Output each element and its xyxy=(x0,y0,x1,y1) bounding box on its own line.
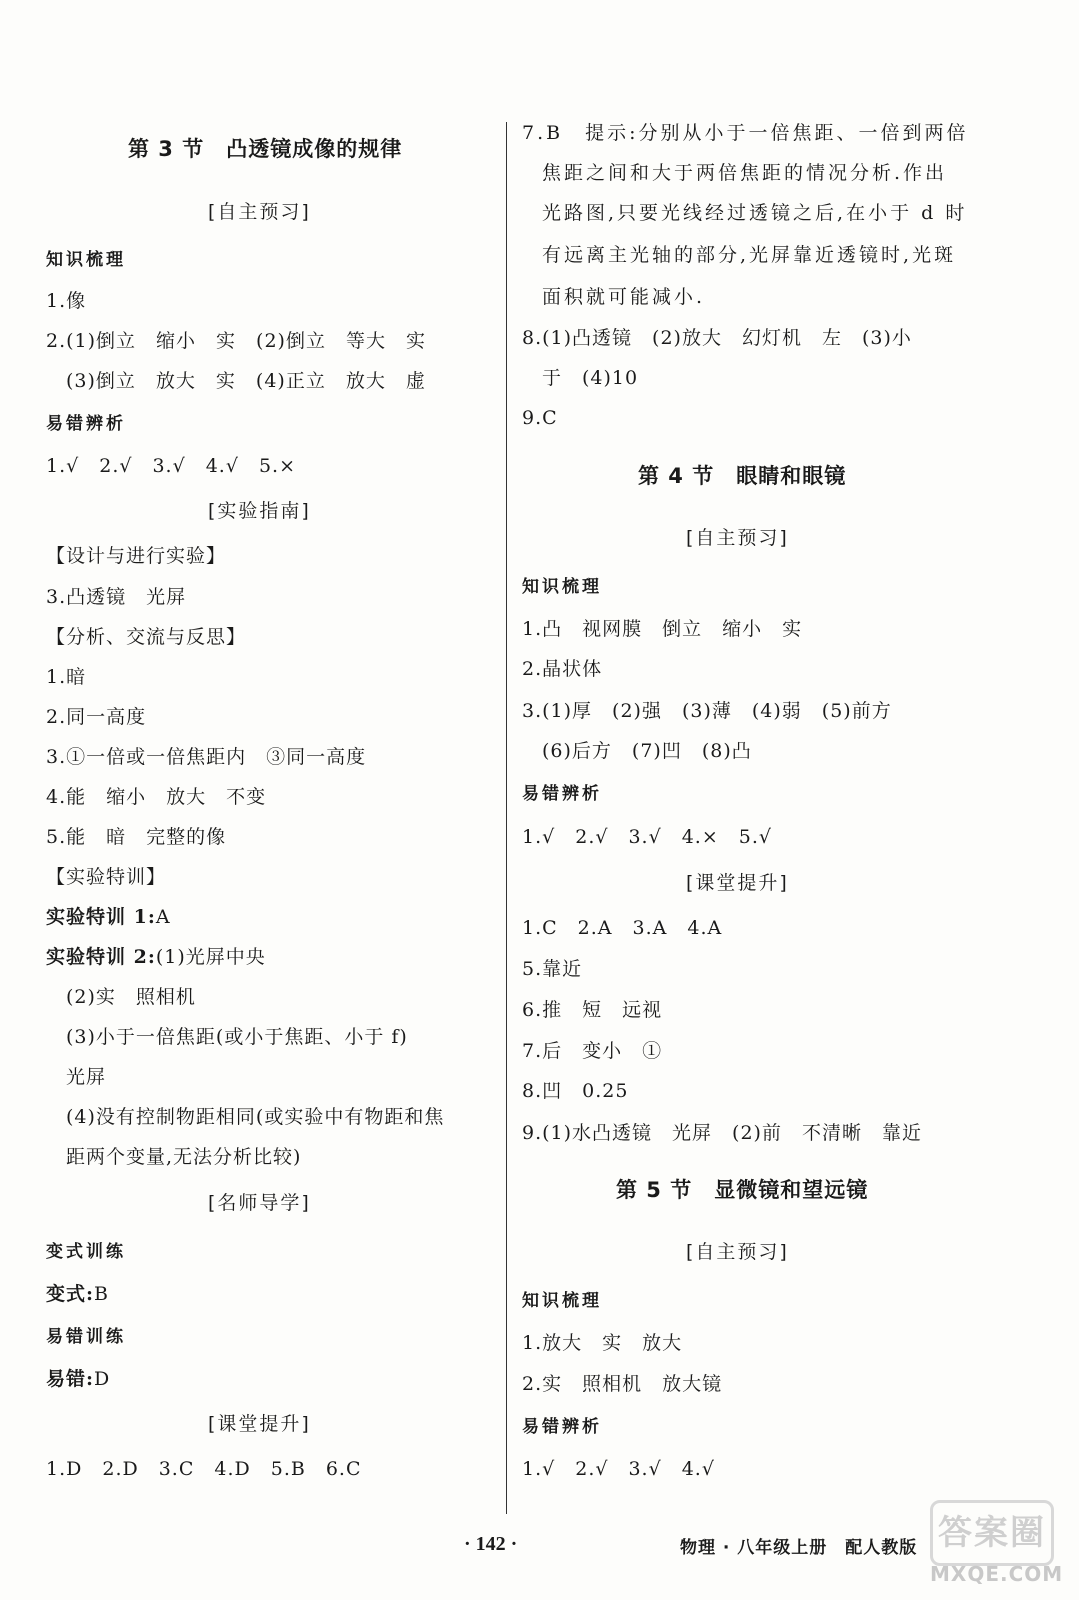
q8-line-2: 于 (4)10 xyxy=(542,367,639,389)
s4-knowledge-2: 2.晶状体 xyxy=(522,658,603,680)
page-number: · 142 · xyxy=(464,1533,518,1555)
s4-class-1: 1.C 2.A 3.A 4.A xyxy=(522,917,723,939)
q7-line-5: 面积就可能减小. xyxy=(542,286,706,308)
training-2 xyxy=(46,944,266,970)
error-training-key: 易错: xyxy=(46,1368,95,1390)
s4-class-7: 7.后 变小 ① xyxy=(522,1040,663,1062)
s4-class-heading: [课堂提升] xyxy=(686,872,789,894)
training-label: 【实验特训】 xyxy=(46,866,167,888)
column-divider xyxy=(506,122,507,1514)
class-improve-answers: 1.D 2.D 3.C 4.D 5.B 6.C xyxy=(46,1458,362,1480)
error-analysis-answers: 1.√ 2.√ 3.√ 4.√ 5.× xyxy=(46,455,296,477)
training-2-part-4-cont: 距两个变量,无法分析比较) xyxy=(66,1146,302,1168)
analysis-item-5: 5.能 暗 完整的像 xyxy=(46,826,227,848)
s5-preview-heading: [自主预习] xyxy=(686,1241,789,1263)
q7-line-4: 有远离主光轴的部分,光屏靠近透镜时,光斑 xyxy=(542,244,957,266)
design-label: 【设计与进行实验】 xyxy=(46,545,227,567)
q7-line-2: 焦距之间和大于两倍焦距的情况分析.作出 xyxy=(542,162,948,184)
training-1-value: A xyxy=(155,906,171,928)
class-improve-heading: [课堂提升] xyxy=(208,1413,311,1435)
preview-heading: [自主预习] xyxy=(208,201,311,223)
s4-knowledge-label: 知识梳理 xyxy=(522,577,602,597)
s4-class-8: 8.凹 0.25 xyxy=(522,1080,629,1102)
section-5-title: 第 5 节 显微镜和望远镜 xyxy=(616,1178,869,1202)
variant-answer xyxy=(46,1281,109,1307)
watermark-logo xyxy=(930,1500,1064,1588)
analysis-item-4: 4.能 缩小 放大 不变 xyxy=(46,786,267,808)
s4-knowledge-3-cont: (6)后方 (7)凹 (8)凸 xyxy=(542,740,752,762)
training-2-part-4: (4)没有控制物距相同(或实验中有物距和焦 xyxy=(66,1106,445,1128)
analysis-item-3: 3.①一倍或一倍焦距内 ③同一高度 xyxy=(46,746,367,768)
s4-class-6: 6.推 短 远视 xyxy=(522,999,663,1021)
training-1 xyxy=(46,904,171,930)
error-training-answer xyxy=(46,1366,110,1392)
training-2-part-2: (2)实 照相机 xyxy=(66,986,196,1008)
s5-knowledge-2: 2.实 照相机 放大镜 xyxy=(522,1373,723,1395)
knowledge-item-2-cont: (3)倒立 放大 实 (4)正立 放大 虚 xyxy=(66,370,426,392)
training-1-label: 实验特训 1: xyxy=(46,906,156,928)
s5-error-label: 易错辨析 xyxy=(522,1417,602,1437)
s5-knowledge-label: 知识梳理 xyxy=(522,1291,602,1311)
training-2-part-3: (3)小于一倍焦距(或小于焦距、小于 f) xyxy=(66,1026,408,1048)
knowledge-item-2: 2.(1)倒立 缩小 实 (2)倒立 等大 实 xyxy=(46,330,426,352)
book-info: 物理 · 八年级上册 配人教版 xyxy=(680,1538,918,1558)
q9-answer: 9.C xyxy=(522,407,558,429)
q7-line-1: 7.B 提示:分别从小于一倍焦距、一倍到两倍 xyxy=(522,122,969,144)
s4-knowledge-3: 3.(1)厚 (2)强 (3)薄 (4)弱 (5)前方 xyxy=(522,700,892,722)
training-2-label: 实验特训 2: xyxy=(46,946,156,968)
analysis-item-2: 2.同一高度 xyxy=(46,706,147,728)
training-2-part-3-cont: 光屏 xyxy=(66,1066,107,1088)
analysis-item-1: 1.暗 xyxy=(46,666,87,688)
error-training-value: D xyxy=(94,1368,111,1390)
s4-class-9: 9.(1)水凸透镜 光屏 (2)前 不清晰 靠近 xyxy=(522,1122,922,1144)
knowledge-item-1: 1.像 xyxy=(46,290,87,312)
variant-training-label: 变式训练 xyxy=(46,1242,126,1262)
s4-preview-heading: [自主预习] xyxy=(686,527,789,549)
watermark-url: MXQE.COM xyxy=(930,1562,1064,1586)
analysis-label: 【分析、交流与反思】 xyxy=(46,626,247,648)
watermark-logo-text: 答案圈 xyxy=(930,1500,1054,1566)
section-4-title: 第 4 节 眼睛和眼镜 xyxy=(638,464,847,488)
variant-value: B xyxy=(94,1283,109,1305)
s5-error-answers: 1.√ 2.√ 3.√ 4.√ xyxy=(522,1458,715,1480)
s4-error-label: 易错辨析 xyxy=(522,784,602,804)
training-2-value: (1)光屏中央 xyxy=(155,946,266,968)
q7-line-3: 光路图,只要光线经过透镜之后,在小于 d 时 xyxy=(542,202,968,224)
error-analysis-label: 易错辨析 xyxy=(46,414,126,434)
s4-class-5: 5.靠近 xyxy=(522,958,583,980)
teacher-guide-heading: [名师导学] xyxy=(208,1192,311,1214)
q8-line-1: 8.(1)凸透镜 (2)放大 幻灯机 左 (3)小 xyxy=(522,327,912,349)
error-training-label: 易错训练 xyxy=(46,1327,126,1347)
variant-key: 变式: xyxy=(46,1283,95,1305)
knowledge-label: 知识梳理 xyxy=(46,250,126,270)
section-3-title: 第 3 节 凸透镜成像的规律 xyxy=(128,137,403,161)
design-item-3: 3.凸透镜 光屏 xyxy=(46,586,187,608)
s4-knowledge-1: 1.凸 视网膜 倒立 缩小 实 xyxy=(522,618,803,640)
experiment-heading: [实验指南] xyxy=(208,500,311,522)
s5-knowledge-1: 1.放大 实 放大 xyxy=(522,1332,683,1354)
s4-error-answers: 1.√ 2.√ 3.√ 4.× 5.√ xyxy=(522,826,772,848)
